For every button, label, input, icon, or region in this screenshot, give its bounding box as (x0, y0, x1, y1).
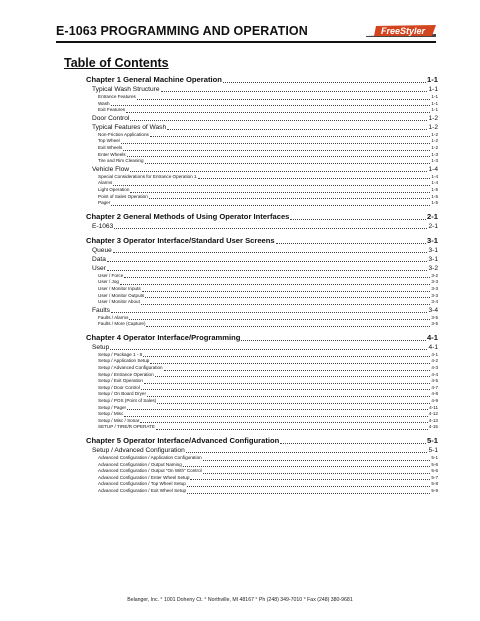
dot-leader (186, 452, 428, 453)
toc-entry[interactable] (64, 187, 438, 194)
toc-entry-title: User / Force (98, 272, 124, 278)
toc-section[interactable] (64, 264, 438, 273)
toc-entry-title: User / Monitor About (98, 299, 140, 305)
toc-entry-page: 4-8 (431, 391, 438, 397)
toc-entry-title: Advanced Configuration / Application Configuration (98, 455, 202, 460)
toc-entry-page: 5-8 (431, 481, 438, 487)
toc-chapter[interactable] (64, 436, 438, 446)
toc-entry-title: Advanced Configuration / Output Naming (98, 461, 182, 467)
toc-entry-title: Setup / Pager (98, 404, 127, 410)
toc-entry[interactable] (64, 365, 438, 372)
dot-leader (137, 99, 431, 100)
dot-leader (161, 91, 428, 92)
toc-chapter-title: Chapter 2 General Methods of Using Operator Interfaces (86, 211, 290, 221)
toc-entry[interactable] (64, 475, 438, 482)
toc-entry-page: 1-1 (431, 94, 438, 99)
toc-chapter[interactable] (64, 333, 438, 343)
toc-entry-page: 4-13 (428, 417, 438, 423)
toc-entry[interactable] (64, 398, 438, 405)
dot-leader (113, 252, 428, 253)
toc-section-page: 4-1 (428, 343, 438, 351)
toc-entry-title: Exit Features (98, 107, 126, 113)
toc-section-page: 3-1 (428, 246, 438, 254)
toc-entry[interactable] (64, 424, 438, 431)
dot-leader (126, 112, 430, 113)
dot-leader (145, 297, 430, 298)
dot-leader (290, 219, 426, 220)
toc-entry[interactable] (64, 194, 438, 201)
toc-entry-title: Setup / Package 1 - 8 (98, 351, 143, 357)
toc-chapter-page: 4-1 (427, 332, 438, 342)
toc-entry-page: 4-5 (431, 378, 438, 384)
toc-entry-page: 4-7 (431, 384, 438, 390)
dot-leader (141, 304, 430, 305)
toc-entry-page: 3-3 (431, 292, 438, 298)
toc-section[interactable] (64, 446, 438, 455)
dot-leader (147, 396, 430, 397)
toc-entry-page: 5-1 (431, 455, 438, 460)
page-footer: Belanger, Inc. ° 1001 Doheny Ct. ° Northville, MI 48167 ° Ph (248) 349-7010 ° Fax (248) 380-9681 (127, 597, 353, 603)
toc-entry-page: 4-11 (429, 404, 438, 410)
toc-section-title: Typical Features of Wash (92, 123, 167, 131)
toc-entry-title: User / Monitor Outputs (98, 292, 145, 298)
toc-entry[interactable] (64, 273, 438, 280)
dot-leader (111, 312, 428, 313)
dot-leader (187, 486, 431, 487)
dot-leader (164, 370, 431, 371)
dot-leader (145, 163, 431, 164)
toc-entry[interactable] (64, 372, 438, 379)
toc-entry[interactable] (64, 145, 438, 152)
toc-entry-title: Advanced Configuration / Top Wheel Setup (98, 481, 186, 487)
toc-entry[interactable] (64, 321, 438, 328)
toc-chapter-page: 5-1 (427, 436, 438, 445)
toc-entry-page: 4-2 (431, 358, 438, 364)
toc-section-page: 1-2 (428, 123, 438, 131)
toc-entry-title: Setup / Advanced Configuration (98, 365, 163, 371)
dot-leader (190, 479, 430, 480)
toc-section-page: 1-1 (428, 86, 438, 93)
toc-entry[interactable] (64, 200, 438, 207)
toc-entry-page: 1-1 (431, 107, 438, 113)
toc-entry-page: 1-2 (431, 144, 438, 150)
toc-entry[interactable] (64, 481, 438, 488)
page-header (56, 22, 436, 44)
toc-entry[interactable] (64, 358, 438, 365)
dot-leader (111, 105, 431, 106)
toc-entry[interactable] (64, 405, 438, 412)
toc-chapter[interactable] (64, 236, 438, 246)
toc-section-page: 2-1 (428, 222, 438, 230)
toc-entry-page: 5-6 (431, 461, 438, 467)
dot-leader (127, 156, 431, 157)
dot-leader (183, 466, 431, 467)
toc-entry-page: 1-5 (431, 193, 438, 199)
dot-leader (107, 270, 428, 271)
toc-section-page: 1-4 (428, 165, 438, 173)
toc-entry[interactable] (64, 385, 438, 392)
toc-section-title: Typical Wash Structure (92, 86, 160, 93)
toc-section-title: E-1063 (92, 222, 114, 230)
toc-chapter-page: 3-1 (427, 235, 438, 245)
toc-entry-title: Setup / Application Setup (98, 358, 150, 364)
toc-section-title: Faults (92, 306, 110, 314)
toc-section[interactable] (64, 165, 438, 174)
toc-entry[interactable] (64, 468, 438, 475)
toc-entry-title: Top Wheel (98, 138, 120, 144)
toc-entry-title: Advanced Configuration / Exit Wheel Setup (98, 487, 187, 493)
dot-leader (203, 473, 431, 474)
dot-leader (223, 82, 426, 83)
toc-entry-page: 1-3 (431, 151, 438, 157)
toc-entry-page: 4-9 (431, 398, 438, 404)
toc-entry-title: Setup / Door Control (98, 384, 140, 390)
toc-entry-title: Entrance Features (98, 94, 136, 99)
toc-entry-page: 4-3 (431, 365, 438, 371)
dot-leader (203, 460, 431, 461)
toc-entry-page: 1-4 (431, 173, 438, 179)
dot-leader (129, 319, 430, 320)
toc-entry-page: 1-5 (431, 186, 438, 192)
toc-entry[interactable] (64, 352, 438, 359)
toc-entry-title: Non-Friction Applications (98, 131, 149, 137)
toc-entry-title: User / Jog (98, 279, 119, 285)
dot-leader (142, 291, 431, 292)
toc-entry-page: 1-5 (431, 200, 438, 206)
toc-entry-page: 5-7 (431, 474, 438, 480)
toc-section-page: 3-1 (428, 255, 438, 263)
dot-leader (150, 363, 430, 364)
toc-entry-page: 3-3 (431, 279, 438, 285)
toc-entry-page: 3-3 (431, 285, 438, 291)
toc-entry[interactable] (64, 101, 438, 108)
toc-entry-page: 1-1 (431, 100, 438, 106)
toc-entry[interactable] (64, 293, 438, 300)
toc-chapter[interactable] (64, 212, 438, 222)
dot-leader (156, 429, 428, 430)
toc-section-title: Queue (92, 246, 112, 254)
dot-leader (150, 136, 431, 137)
toc-entry-page: 4-15 (428, 424, 438, 430)
toc-entry[interactable] (64, 152, 438, 159)
toc-section[interactable] (64, 222, 438, 231)
toc-entry-title: Setup / Misc (98, 411, 124, 417)
toc-entry-title: Light Operation (98, 186, 130, 192)
toc-entry[interactable] (64, 174, 438, 181)
dot-leader (241, 340, 426, 341)
toc-entry-page: 3-4 (431, 299, 438, 305)
dot-leader (198, 178, 431, 179)
dot-leader (124, 277, 430, 278)
toc-entry-title: Setup / POS (Point of Sales) (98, 398, 157, 404)
dot-leader (141, 389, 430, 390)
dot-leader (149, 198, 431, 199)
toc-entry-page: 3-5 (431, 321, 438, 327)
dot-leader (144, 383, 430, 384)
toc-chapter-title: Chapter 5 Operator Interface/Advanced Configuration (86, 436, 280, 445)
toc-entry[interactable] (64, 418, 438, 425)
toc-section-page: 5-1 (428, 447, 438, 454)
toc-entry[interactable] (64, 158, 438, 165)
toc-entry-page: 4-4 (431, 371, 438, 377)
toc-section-title: Door Control (92, 114, 130, 122)
toc-section[interactable] (64, 123, 438, 132)
logo-text: FreeStyler (380, 26, 426, 36)
toc-entry-title: Advanced Configuration / Output “On With” Control (98, 468, 202, 474)
dot-leader (130, 171, 427, 172)
toc-entry[interactable] (64, 279, 438, 286)
dot-leader (130, 192, 430, 193)
toc-section-page: 3-4 (428, 306, 438, 314)
toc-section-title: User (92, 264, 106, 272)
dot-leader (110, 349, 427, 350)
toc-section-title: Setup (92, 343, 110, 351)
dot-leader (111, 205, 430, 206)
toc-entry[interactable] (64, 132, 438, 139)
dot-leader (276, 243, 426, 244)
dot-leader (167, 129, 427, 130)
toc-entry[interactable] (64, 180, 438, 187)
table-of-contents (64, 70, 438, 495)
toc-section[interactable] (64, 343, 438, 352)
dot-leader (155, 376, 431, 377)
toc-entry-page: 4-12 (428, 411, 438, 417)
toc-section[interactable] (64, 114, 438, 123)
dot-leader (121, 143, 431, 144)
dot-leader (143, 356, 430, 357)
toc-section[interactable] (64, 306, 438, 315)
toc-entry[interactable] (64, 94, 438, 101)
toc-entry-title: Advanced Configuration / Enter Wheel Setup (98, 474, 190, 480)
toc-section-title: Setup / Advanced Configuration (92, 447, 185, 454)
dot-leader (280, 443, 426, 444)
toc-entry-page: 1-2 (431, 131, 438, 137)
toc-entry-title: Faults / Alarms (98, 314, 129, 320)
header-divider (56, 41, 436, 43)
toc-entry-page: 5-9 (431, 487, 438, 493)
toc-entry-page: 3-5 (431, 314, 438, 320)
dot-leader (123, 150, 430, 151)
toc-entry[interactable] (64, 462, 438, 469)
toc-chapter-title: Chapter 4 Operator Interface/Programming (86, 332, 241, 342)
freestyler-logo (366, 24, 436, 39)
toc-section-title: Vehicle Flow (92, 165, 130, 173)
toc-entry-title: Point of Sales Operation (98, 193, 148, 199)
toc-entry[interactable] (64, 391, 438, 398)
toc-entry-title: Alarms (98, 180, 113, 186)
toc-entry-page: 1-3 (431, 158, 438, 164)
toc-title: Table of Contents (64, 56, 169, 70)
toc-entry-page: 4-1 (431, 351, 438, 357)
toc-entry[interactable] (64, 488, 438, 495)
toc-entry-page: 5-6 (431, 468, 438, 474)
toc-entry[interactable] (64, 378, 438, 385)
toc-entry[interactable] (64, 411, 438, 418)
toc-section-page: 1-2 (428, 114, 438, 122)
dot-leader (120, 284, 430, 285)
toc-chapter-title: Chapter 1 General Machine Operation (86, 75, 222, 84)
toc-entry[interactable] (64, 138, 438, 145)
toc-entry-title: Enter Wheels (98, 151, 126, 157)
toc-entry-title: Tire and Rim Cleaning (98, 158, 144, 164)
toc-entry-title: Special Considerations for Entrance Operation 1 (98, 173, 197, 179)
dot-leader (127, 409, 428, 410)
toc-entry-title: SETUP / TIRE/R OPERATE (98, 424, 155, 430)
toc-entry-title: Wash (98, 100, 110, 106)
toc-entry-page: 1-4 (431, 180, 438, 186)
toc-entry-title: Exit Wheels (98, 144, 123, 150)
toc-entry-title: Setup / Misc / Sonar (98, 417, 140, 423)
toc-entry[interactable] (64, 286, 438, 293)
toc-entry[interactable] (64, 315, 438, 322)
toc-entry-title: Setup / Entrance Operation (98, 371, 154, 377)
dot-leader (187, 493, 430, 494)
dot-leader (107, 261, 428, 262)
toc-entry-title: Pager (98, 200, 111, 206)
dot-leader (157, 403, 430, 404)
dot-leader (130, 120, 427, 121)
dot-leader (140, 422, 427, 423)
toc-section[interactable] (64, 246, 438, 255)
dot-leader (124, 416, 428, 417)
toc-section[interactable] (64, 85, 438, 94)
toc-chapter-page: 2-1 (427, 211, 438, 221)
toc-entry-title: User / Monitor Inputs (98, 285, 141, 291)
toc-entry[interactable] (64, 299, 438, 306)
toc-entry-page: 3-2 (431, 272, 438, 278)
toc-entry[interactable] (64, 107, 438, 114)
toc-chapter-page: 1-1 (427, 75, 438, 84)
toc-entry-page: 1-2 (431, 138, 438, 144)
toc-section[interactable] (64, 255, 438, 264)
toc-chapter-title: Chapter 3 Operator Interface/Standard User Screens (86, 235, 275, 245)
toc-section-page: 3-2 (428, 264, 438, 272)
toc-section-title: Data (92, 255, 106, 263)
toc-entry-title: Setup / Exit Operation (98, 378, 143, 384)
toc-chapter[interactable] (64, 75, 438, 85)
document-title: E-1063 PROGRAMMING AND OPERATION (56, 24, 308, 38)
dot-leader (113, 185, 430, 186)
dot-leader (146, 326, 430, 327)
toc-entry[interactable] (64, 455, 438, 462)
toc-entry-title: Faults / More (Capture) (98, 321, 146, 327)
toc-entry-title: Setup / On Board Dryer (98, 391, 147, 397)
dot-leader (114, 228, 427, 229)
